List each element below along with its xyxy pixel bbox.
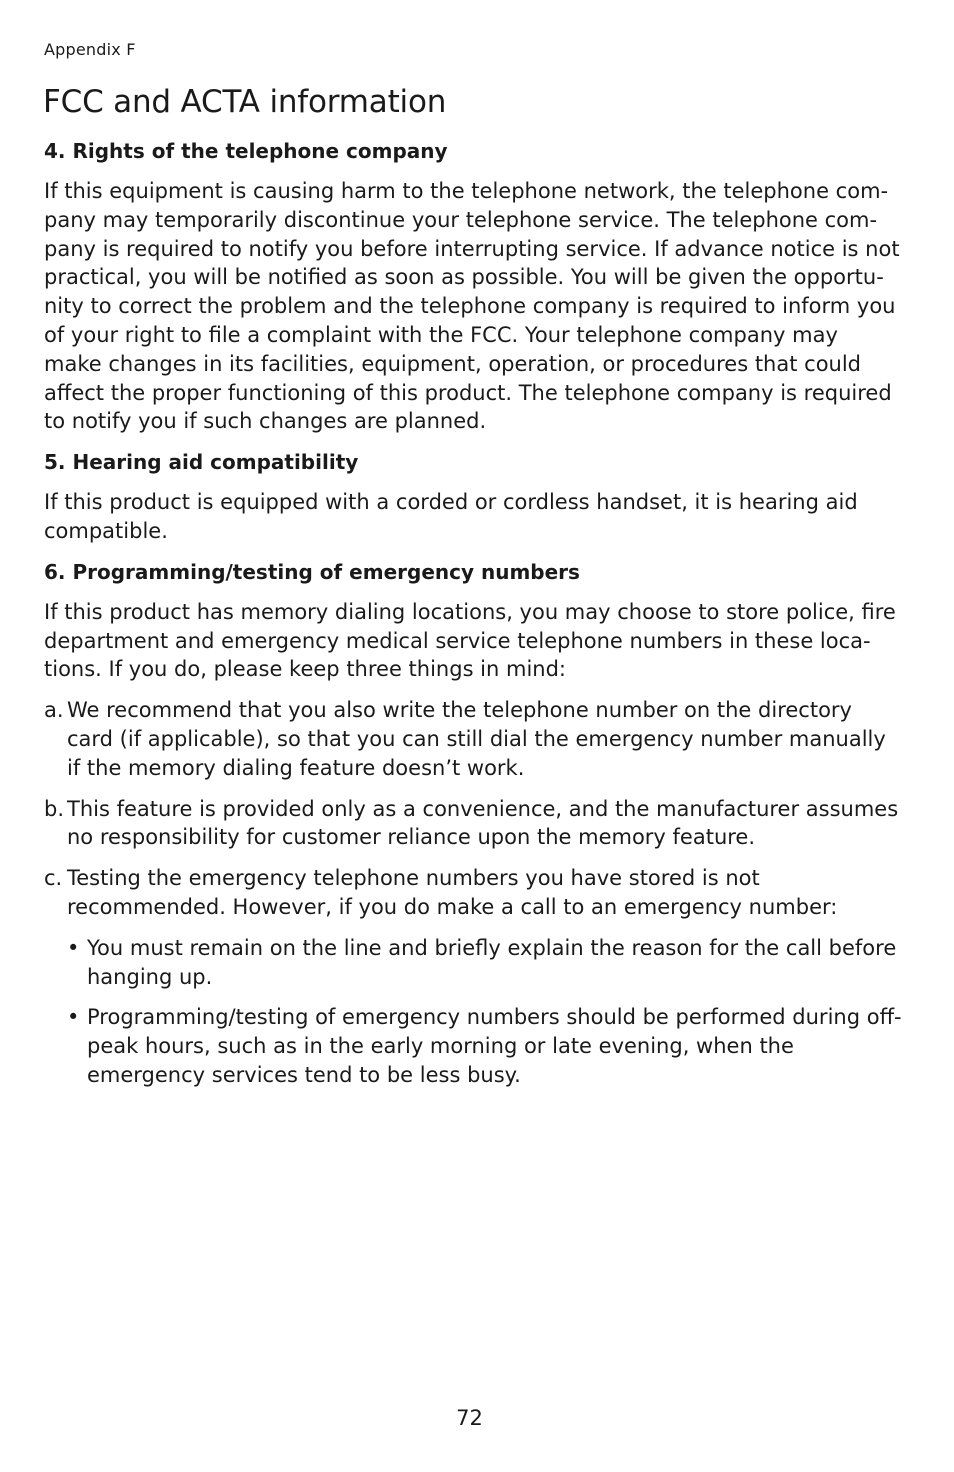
page-number: 72	[456, 1406, 483, 1430]
heading-hearing-aid: 5. Hearing aid compatibility	[44, 450, 359, 475]
section-label: Appendix F	[44, 40, 136, 59]
heading-emergency-numbers: 6. Programming/testing of emergency numbers	[44, 559, 580, 584]
bullet-item-text: You must remain on the line and briefly explain the reason for the call before hanging up.	[87, 935, 897, 989]
bullet-item-remain-on-line	[67, 934, 902, 992]
list-item-c	[44, 864, 902, 922]
list-marker: b.	[44, 796, 65, 821]
page-title: FCC and ACTA information	[43, 84, 447, 120]
page-content	[44, 137, 902, 1102]
list-marker: a.	[44, 698, 64, 723]
bullet-icon: •	[67, 1005, 80, 1030]
bullet-icon: •	[67, 935, 80, 960]
paragraph-rights-telephone-company: If this equipment is causing harm to the telephone network, the telephone com-pany may temporarily discontinue your telephone service. The telephone com-pany is required to notify you before interrupting service. If advance notice is not practical, you will be notified as soon as possible. You will be given the opportu-nity to correct the problem and the telephone company is required to inform you of your right to file a complaint with the FCC. Your telephone company may make changes in its facilities, equipment, operation, or procedures that could affect the proper functioning of this product. The telephone company is required to notify you if such changes are planned.	[44, 179, 900, 434]
list-item-b	[44, 795, 902, 853]
bullet-item-off-peak-hours	[67, 1003, 902, 1089]
paragraph-hearing-aid: If this product is equipped with a corded or cordless handset, it is hearing aid compatible.	[44, 490, 858, 543]
paragraph-emergency-numbers: If this product has memory dialing locations, you may choose to store police, fire department and emergency medical service telephone numbers in these loca-tions. If you do, please keep three things in mind:	[44, 599, 896, 682]
heading-rights-telephone-company: 4. Rights of the telephone company	[44, 139, 448, 163]
list-item-a	[44, 696, 902, 782]
bullet-item-text: Programming/testing of emergency numbers should be performed during off-peak hours, such as in the early morning or late evening, when the emergency services tend to be less busy.	[87, 1005, 902, 1087]
list-item-text: This feature is provided only as a convenience, and the manufacturer assumes no responsibility for customer reliance upon the memory feature.	[67, 796, 899, 850]
list-item-text: We recommend that you also write the telephone number on the directory card (if applicable), so that you can still dial the emergency number manually if the memory dialing feature doesn’t work.	[67, 698, 886, 780]
list-item-text: Testing the emergency telephone numbers you have stored is not recommended. However, if you do make a call to an emergency number:	[67, 866, 838, 919]
list-marker: c.	[44, 866, 63, 891]
